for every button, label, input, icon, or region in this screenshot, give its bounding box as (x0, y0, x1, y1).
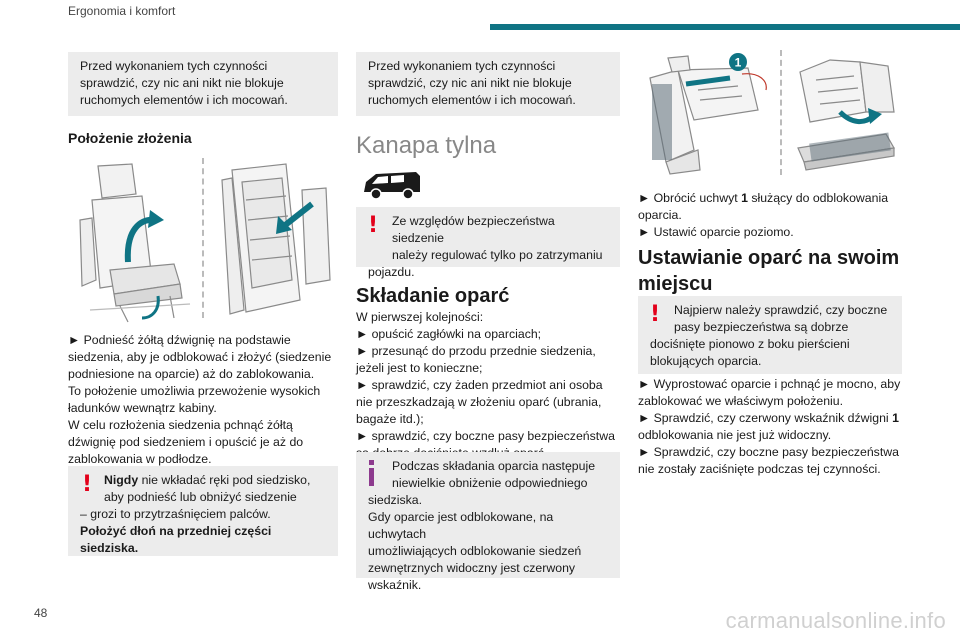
heading-folding-position: Położenie złożenia (68, 130, 192, 146)
header-title: Ergonomia i komfort (68, 4, 176, 18)
warning-line-3: pojazdu. (368, 265, 415, 279)
body-line: zablokowania w podłodze. (68, 452, 212, 466)
info-icon (366, 460, 380, 490)
note-box-col2 (356, 52, 620, 116)
body-line: zablokować we właściwym położeniu. (638, 394, 844, 408)
page-number: 48 (34, 606, 48, 620)
footer-watermark[interactable]: carmanualsonline.info (725, 608, 946, 633)
seat-lever-illustration (216, 160, 336, 318)
warning-icon: ! (650, 302, 661, 327)
body-line: ► przesunąć do przodu przednie siedzenia, (356, 344, 596, 358)
step-ref: 1 (741, 191, 748, 205)
figure-divider (202, 158, 204, 318)
col2-body (356, 309, 626, 462)
warning-line: dociśnięte pionowo z boku pierścieni (650, 337, 850, 351)
body-line: nie zostały zaciśnięte podczas tej czynności. (638, 462, 881, 476)
body-text: ► Sprawdzić, czy czerwony wskaźnik dźwigni (638, 411, 893, 425)
figure-divider (780, 50, 782, 175)
heading-line: Ustawianie oparć na swoim (638, 247, 900, 269)
callout-1: 1 (734, 55, 742, 70)
info-line: zewnętrznych widoczny jest czerwony (368, 561, 576, 575)
body-line: bagaże itd.); (356, 412, 424, 426)
step-line-1 (638, 190, 908, 207)
note-text: Przed wykonaniem tych czynności sprawdzić, czy nic ani nikt nie blokuje ruchomych elementów i ich mocowań. (368, 59, 576, 107)
section-title: Kanapa tylna (356, 132, 497, 159)
note-box-col1 (68, 52, 338, 116)
body-line: W pierwszej kolejności: (356, 310, 484, 324)
warning-line-2: należy regulować tylko po zatrzymaniu (392, 248, 603, 262)
body-line (638, 410, 908, 427)
warning-line: blokujących oparcia. (650, 354, 762, 368)
step-line-3: ► Ustawić oparcie poziomo. (638, 225, 794, 239)
body-line: ► Wyprostować oparcie i pchnąć je mocno, aby (638, 377, 901, 391)
step-line-2: oparcia. (638, 208, 682, 222)
warning-line-1: Ze względów bezpieczeństwa siedzenie (392, 214, 555, 245)
body-line: jeżeli jest to konieczne; (356, 361, 483, 375)
rear-bench-unlock-illustration (638, 50, 774, 178)
heading-folding-backrests: Składanie oparć (356, 285, 510, 307)
body-line: ► sprawdzić, czy boczne pasy bezpieczeństwa (356, 429, 615, 443)
heading-resetting-backrests (638, 245, 899, 297)
seat-fold-illustration (70, 160, 196, 328)
info-box-col2 (356, 452, 620, 592)
warning-icon: ! (368, 213, 379, 238)
step-text: służący do odblokowania (747, 191, 889, 205)
warning-text: nie wkładać ręki pod siedzisko, (138, 473, 311, 487)
info-line: siedziska. (368, 493, 422, 507)
body-line: podniesione na oparcie) aż do zablokowania. (68, 367, 315, 381)
warning-line-5: siedziska. (80, 541, 139, 555)
body-line: ► sprawdzić, czy żaden przedmiot ani osoba (356, 378, 603, 392)
warning-line: pasy bezpieczeństwa są dobrze (674, 320, 849, 334)
warning-bold-never: Nigdy (104, 473, 139, 487)
warning-line: Najpierw należy sprawdzić, czy boczne (674, 303, 888, 317)
heading-line: miejscu (638, 273, 713, 295)
body-line: ► Sprawdzić, czy boczne pasy bezpieczeństwa (638, 445, 899, 459)
header-bar (490, 24, 960, 30)
body-line: odblokowania nie jest już widoczny. (638, 428, 832, 442)
col3-body (638, 376, 908, 478)
note-text: Przed wykonaniem tych czynności sprawdzić, czy nic ani nikt nie blokuje ruchomych elementów i ich mocowań. (80, 59, 288, 107)
body-line: To położenie umożliwia przewożenie wysokich (68, 384, 321, 398)
body-line: siedzenia, aby je odblokować i złożyć (siedzenie (68, 350, 332, 364)
warning-line-4: Położyć dłoń na przedniej części (80, 524, 272, 538)
warning-line-3: – grozi to przytrzaśnięciem palców. (80, 507, 271, 521)
warning-box-col2 (356, 207, 620, 279)
step-text: ► Obrócić uchwyt (638, 191, 742, 205)
info-line: Gdy oparcie jest odblokowane, na uchwytach (368, 510, 554, 541)
warning-box-col1 (68, 466, 338, 556)
info-line: wskaźnik. (368, 578, 422, 592)
body-line: nie przeszkadzają w złożeniu oparć (ubrania, (356, 395, 602, 409)
info-line: Podczas składania oparcia następuje (392, 459, 596, 473)
body-line: ► opuścić zagłówki na oparciach; (356, 327, 542, 341)
warning-line-1 (80, 472, 328, 489)
info-line: umożliwiających odblokowanie siedzeń (368, 544, 582, 558)
body-ref: 1 (892, 411, 899, 425)
rear-bench-folded-illustration (790, 52, 902, 178)
body-line: dźwignię pod siedzeniem i opuścić je aż do (68, 435, 304, 449)
warning-box-col3 (638, 296, 902, 374)
body-line: ► Podnieść żółtą dźwignię na podstawie (68, 333, 291, 347)
body-line: W celu rozłożenia siedzenia pchnąć żółtą (68, 418, 293, 432)
warning-line-2: aby podnieść lub obniżyć siedzenie (104, 490, 297, 504)
col3-steps (638, 190, 908, 241)
col1-body (68, 332, 340, 468)
info-line: niewielkie obniżenie odpowiedniego (392, 476, 588, 490)
warning-icon: ! (82, 472, 93, 497)
body-line: ładunków wewnątrz kabiny. (68, 401, 217, 415)
van-icon (360, 168, 424, 202)
